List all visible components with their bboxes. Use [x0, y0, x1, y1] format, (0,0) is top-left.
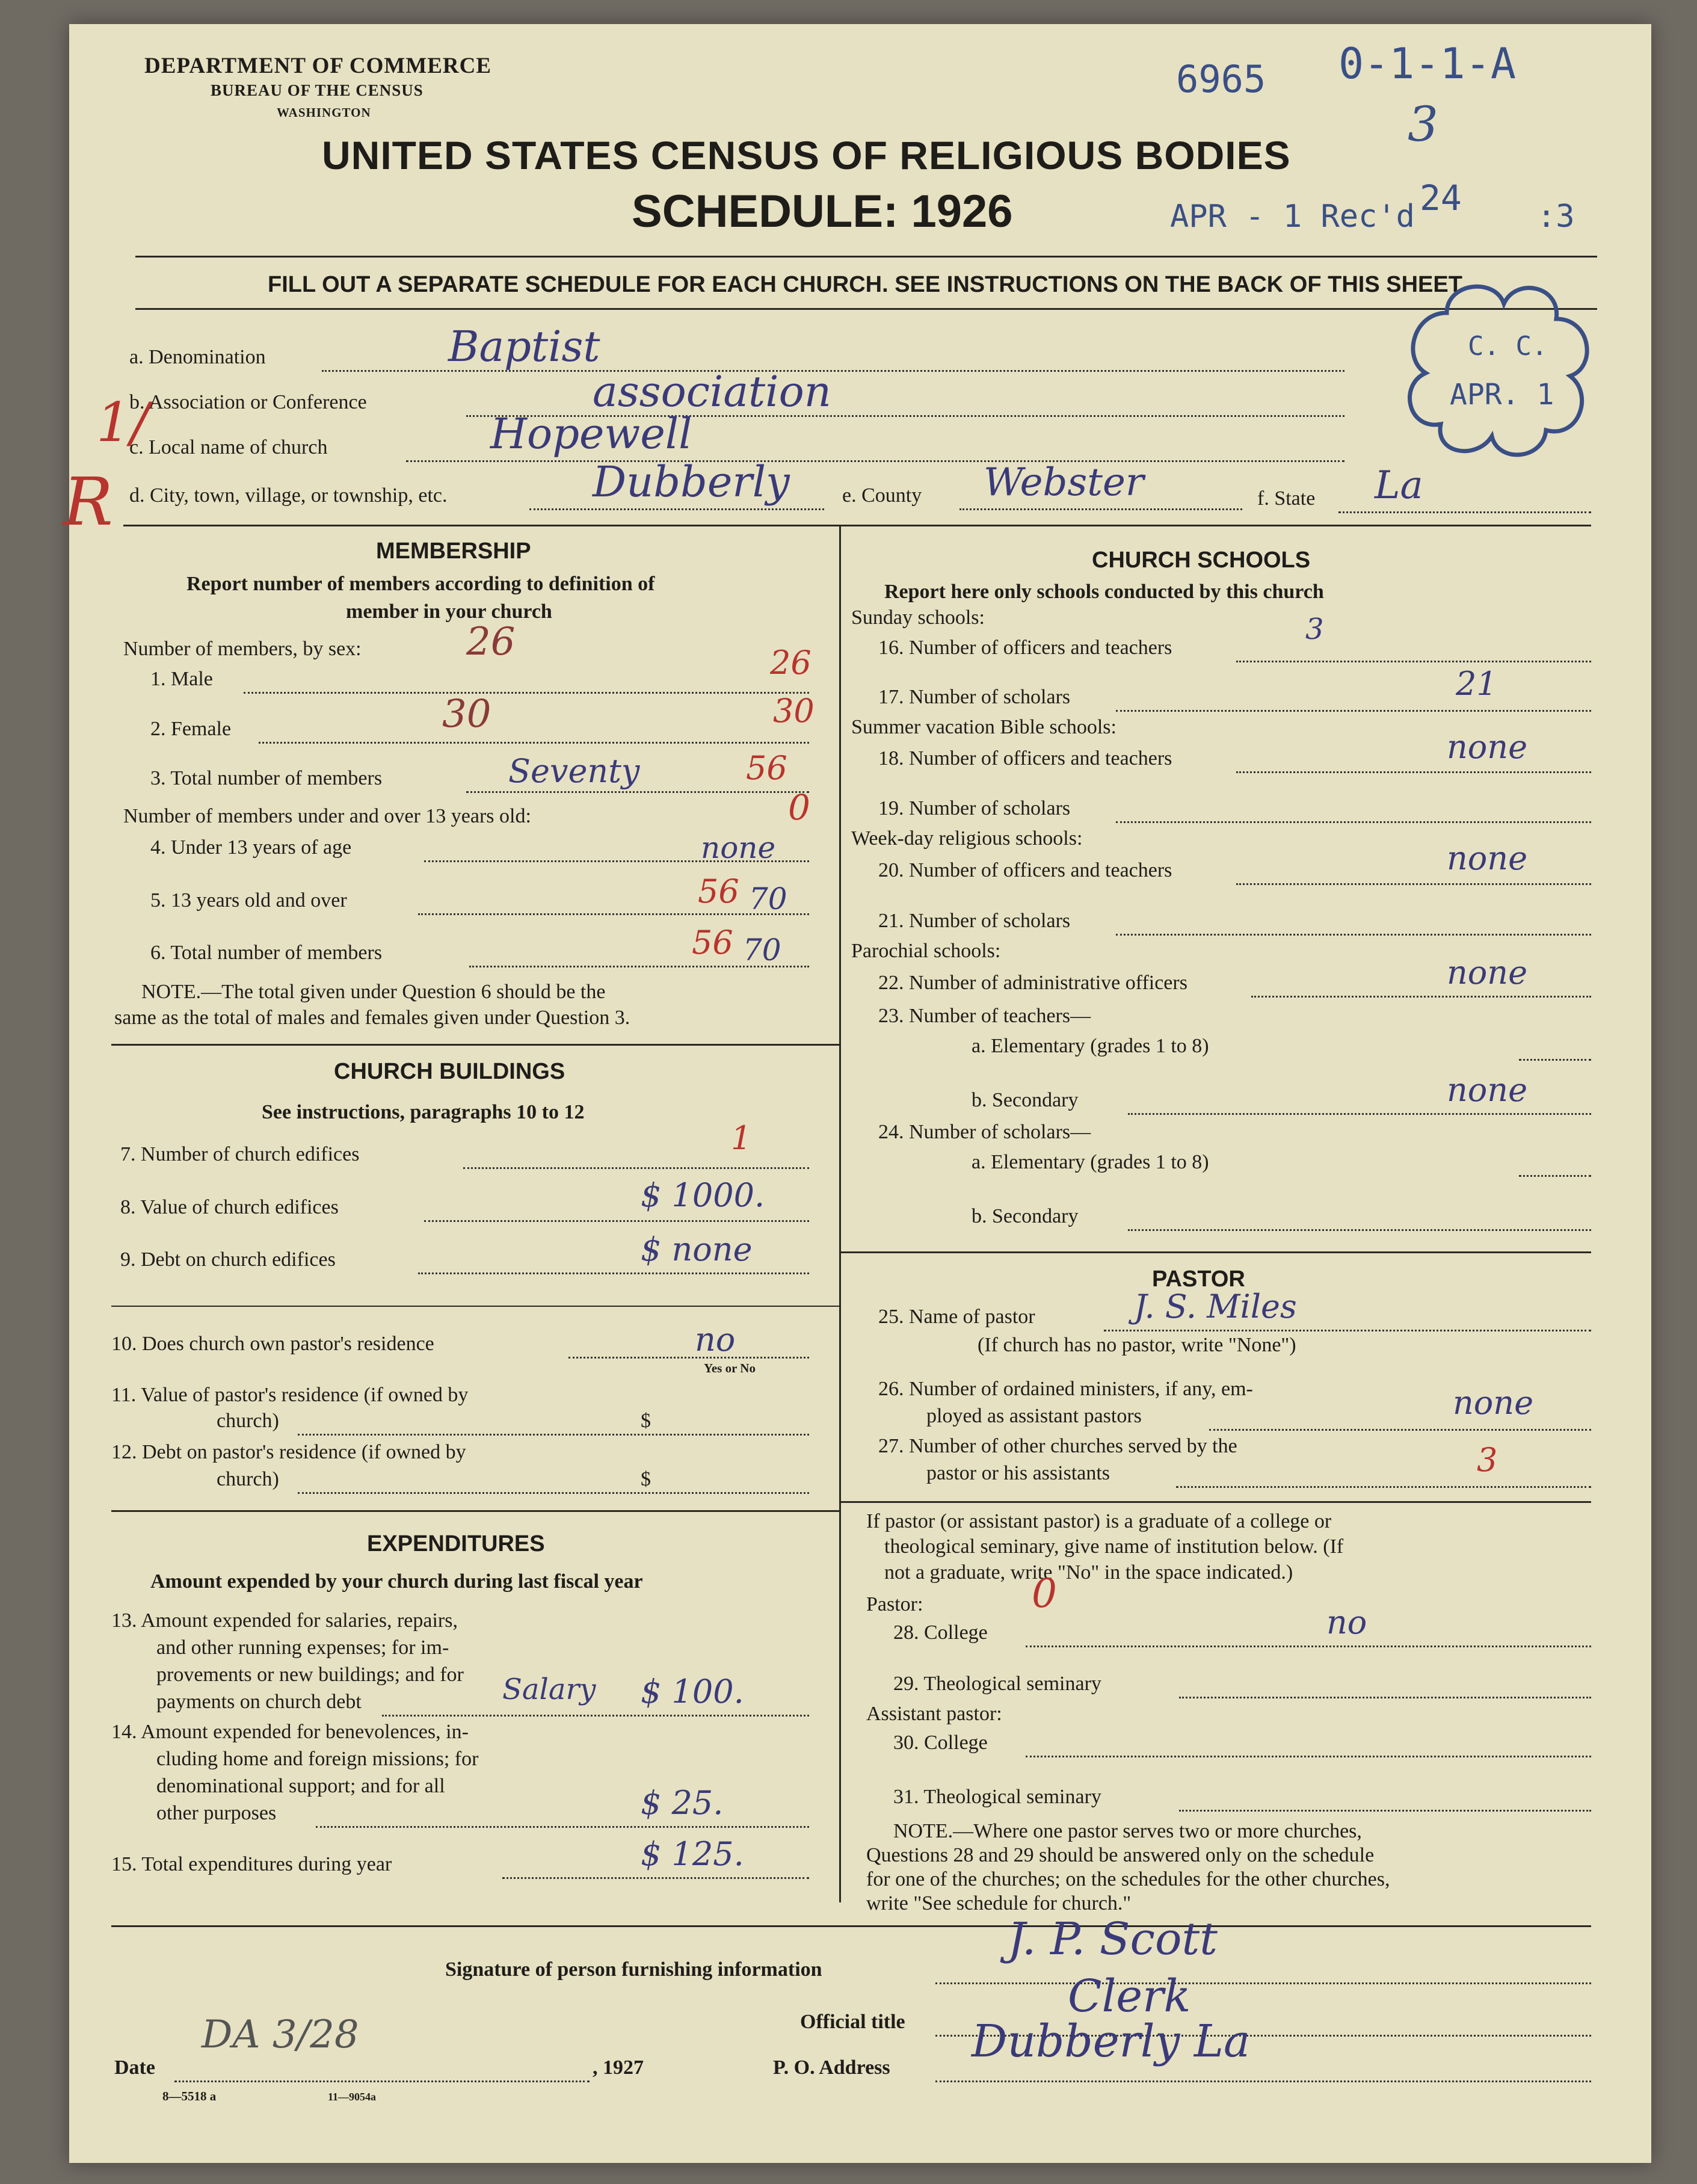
buildings-sub: See instructions, paragraphs 10 to 12: [262, 1101, 585, 1123]
pastor-note4: write "See schedule for church.": [866, 1892, 1132, 1914]
assistant-college-label: 30. College: [893, 1732, 988, 1754]
sunday-teachers-label: 16. Number of officers and teachers: [878, 637, 1172, 659]
benevolences-l2: cluding home and foreign missions; for: [156, 1748, 479, 1770]
admin-officers-label: 22. Number of administrative officers: [878, 972, 1187, 994]
over-13-hand: 70: [749, 881, 787, 916]
schools-heading: CHURCH SCHOOLS: [1092, 548, 1311, 573]
under-13-red: 0: [788, 787, 810, 828]
benevolences-l1: 14. Amount expended for benevolences, in-: [111, 1721, 469, 1743]
margin-mark-r: R: [63, 463, 113, 540]
sunday-scholars-value: 21: [1456, 665, 1497, 703]
other-churches-value: 3: [1477, 1441, 1498, 1479]
female-hand-value: 30: [442, 692, 491, 736]
schedule-title: SCHEDULE: 1926: [632, 186, 1013, 237]
total-members-hand: Seventy: [508, 752, 640, 790]
edifices-value-label: 8. Value of church edifices: [120, 1196, 339, 1218]
by-age-label: Number of members under and over 13 years old:: [123, 805, 531, 827]
weekday-teachers-label: 20. Number of officers and teachers: [878, 859, 1172, 881]
date-year: , 1927: [593, 2056, 644, 2079]
total-age-hand: 70: [743, 933, 781, 967]
state-value: La: [1375, 463, 1423, 508]
city-field-value: Dubberly: [593, 457, 790, 507]
teachers-secondary-value: none: [1447, 1071, 1528, 1109]
bureau-label: BUREAU OF THE CENSUS: [211, 81, 423, 99]
graduate-note3: not a graduate, write "No" in the space indicated.): [884, 1561, 1293, 1584]
sunday-scholars-label: 17. Number of scholars: [878, 686, 1071, 708]
residence-value-dollar: $: [641, 1410, 651, 1432]
date-label: Date: [114, 2056, 155, 2079]
summer-scholars-label: 19. Number of scholars: [878, 797, 1071, 819]
sunday-teachers-value: 3: [1305, 612, 1324, 646]
assistant-ministers-l1: 26. Number of ordained ministers, if any, em-: [878, 1378, 1253, 1400]
official-title-label: Official title: [800, 2011, 905, 2033]
pastor-name-note: (If church has no pastor, write "None"): [978, 1334, 1296, 1356]
female-label: 2. Female: [150, 718, 232, 740]
running-expenses-note: Salary: [502, 1673, 596, 1706]
margin-mark-1: 1/: [96, 391, 149, 454]
benevolences-l3: denominational support; and for all: [156, 1775, 445, 1797]
denomination-value: Baptist: [448, 322, 600, 371]
benevolences-l4: other purposes: [156, 1802, 277, 1824]
total-members-red: 56: [746, 749, 787, 787]
female-red-value: 30: [773, 692, 815, 730]
city-field-label: d. City, town, village, or township, etc.: [129, 484, 448, 507]
summer-schools-label: Summer vacation Bible schools:: [851, 716, 1116, 738]
residence-debt-label2: church): [217, 1468, 279, 1490]
over-13-label: 5. 13 years old and over: [150, 889, 347, 912]
residence-debt-label1: 12. Debt on pastor's residence (if owned by: [111, 1441, 466, 1463]
signature-label: Signature of person furnishing information: [445, 1958, 822, 1981]
buildings-heading: CHURCH BUILDINGS: [334, 1059, 565, 1084]
edifices-count-label: 7. Number of church edifices: [120, 1143, 360, 1165]
membership-sub1: Report number of members according to definition of: [186, 573, 655, 595]
received-number: 24: [1420, 177, 1462, 218]
pastor-residence-value: no: [695, 1321, 736, 1359]
pastor-residence-label: 10. Does church own pastor's residence: [111, 1333, 434, 1355]
schools-sub: Report here only schools conducted by this church: [884, 581, 1324, 603]
sunday-schools-label: Sunday schools:: [851, 606, 985, 629]
classification-code: 0-1-1-A: [1338, 39, 1517, 88]
yes-no-hint: Yes or No: [704, 1361, 756, 1375]
total-members-label: 3. Total number of members: [150, 767, 383, 789]
membership-note1: NOTE.—The total given under Question 6 should be the: [141, 981, 606, 1003]
residence-debt-dollar: $: [641, 1468, 651, 1490]
edifices-debt-value: $ none: [641, 1230, 753, 1268]
assistant-ministers-l2: ployed as assistant pastors: [926, 1405, 1142, 1427]
assistant-pastor-label: Assistant pastor:: [866, 1703, 1002, 1725]
graduate-note1: If pastor (or assistant pastor) is a graduate of a college or: [866, 1510, 1332, 1532]
classification-sub: 3: [1408, 96, 1438, 152]
census-schedule-sheet: [63, 24, 1651, 2163]
pastor-zero-mark: 0: [1032, 1570, 1057, 1617]
document-number-stamp: 6965: [1176, 57, 1266, 101]
other-churches-l1: 27. Number of other churches served by the: [878, 1435, 1237, 1457]
official-title-value: Clerk: [1068, 1970, 1191, 2022]
department-label: DEPARTMENT OF COMMERCE: [144, 54, 492, 78]
teachers-secondary-label: b. Secondary: [972, 1089, 1079, 1111]
scholars-label: 24. Number of scholars—: [878, 1121, 1091, 1143]
assistant-ministers-value: none: [1453, 1384, 1534, 1422]
scholars-elementary-label: a. Elementary (grades 1 to 8): [972, 1151, 1209, 1173]
male-label: 1. Male: [150, 668, 213, 690]
pastor-heading: PASTOR: [1152, 1266, 1245, 1292]
under-13-label: 4. Under 13 years of age: [150, 836, 352, 859]
po-address-value: Dubberly La: [972, 2016, 1251, 2067]
weekday-teachers-value: none: [1447, 839, 1528, 877]
denomination-label: a. Denomination: [129, 346, 266, 368]
pastor-note2: Questions 28 and 29 should be answered only on the schedule: [866, 1844, 1375, 1866]
expenditures-heading: EXPENDITURES: [367, 1531, 545, 1556]
total-expenditures-value: $ 125.: [641, 1835, 744, 1873]
cc-stamp-badge: [1399, 277, 1597, 463]
assistant-seminary-label: 31. Theological seminary: [893, 1786, 1101, 1808]
instruction-banner: FILL OUT A SEPARATE SCHEDULE FOR EACH CHURCH. SEE INSTRUCTIONS ON THE BACK OF THIS SHEET: [268, 272, 1462, 297]
pastor-seminary-label: 29. Theological seminary: [893, 1673, 1101, 1695]
county-label: e. County: [842, 484, 922, 507]
male-red-value: 26: [770, 644, 812, 682]
edifices-debt-label: 9. Debt on church edifices: [120, 1248, 336, 1271]
total-age-red: 56: [692, 924, 733, 961]
benevolences-value: $ 25.: [641, 1784, 724, 1822]
male-hand-value: 26: [466, 620, 516, 664]
local-name-value: Hopewell: [490, 409, 692, 458]
teachers-label: 23. Number of teachers—: [878, 1005, 1091, 1027]
received-stamp: APR - 1 Rec'd: [1170, 199, 1415, 235]
city-label: WASHINGTON: [277, 105, 371, 120]
association-label: b. Association or Conference: [129, 391, 367, 413]
print-number: 11—9054a: [328, 2091, 377, 2103]
summer-teachers-value: none: [1447, 728, 1528, 766]
total-age-label: 6. Total number of members: [150, 942, 383, 964]
received-end: :3: [1537, 199, 1575, 235]
residence-value-label1: 11. Value of pastor's residence (if owned by: [111, 1384, 469, 1406]
running-expenses-l1: 13. Amount expended for salaries, repairs,: [111, 1609, 458, 1632]
signature-value: J. P. Scott: [1008, 1913, 1218, 1965]
running-expenses-l3: provements or new buildings; and for: [156, 1664, 464, 1686]
pastor-note1: NOTE.—Where one pastor serves two or more churches,: [893, 1820, 1362, 1842]
membership-heading: MEMBERSHIP: [376, 538, 531, 564]
edifices-count-value: 1: [731, 1119, 752, 1157]
pastor-name-value: J. S. Miles: [1134, 1288, 1297, 1325]
running-expenses-value: $ 100.: [641, 1673, 744, 1710]
form-title: UNITED STATES CENSUS OF RELIGIOUS BODIES: [322, 133, 1291, 177]
edifices-value: $ 1000.: [641, 1176, 765, 1214]
cc-stamp-top: C. C.: [1468, 331, 1548, 362]
running-expenses-l4: payments on church debt: [156, 1691, 362, 1713]
pastor-name-label: 25. Name of pastor: [878, 1306, 1035, 1328]
total-expenditures-label: 15. Total expenditures during year: [111, 1853, 392, 1875]
under-13-hand: none: [701, 830, 776, 865]
by-sex-label: Number of members, by sex:: [123, 638, 362, 660]
running-expenses-l2: and other running expenses; for im-: [156, 1636, 449, 1659]
cc-stamp-date: APR. 1: [1450, 378, 1554, 412]
membership-note2: same as the total of males and females given under Question 3.: [114, 1007, 630, 1029]
form-number: 8—5518 a: [162, 2089, 217, 2103]
graduate-note2: theological seminary, give name of institution below. (If: [884, 1535, 1344, 1558]
association-value: association: [593, 367, 831, 416]
po-address-label: P. O. Address: [773, 2056, 890, 2079]
teachers-elementary-label: a. Elementary (grades 1 to 8): [972, 1035, 1209, 1057]
admin-officers-value: none: [1447, 954, 1528, 992]
summer-teachers-label: 18. Number of officers and teachers: [878, 747, 1172, 770]
state-label: f. State: [1257, 487, 1316, 510]
pastor-college-value: no: [1326, 1603, 1367, 1641]
local-name-label: c. Local name of church: [129, 436, 328, 458]
pastor-college-label: 28. College: [893, 1621, 988, 1644]
residence-value-label2: church): [217, 1410, 279, 1432]
scholars-secondary-label: b. Secondary: [972, 1205, 1079, 1227]
over-13-red: 56: [698, 872, 739, 910]
weekday-scholars-label: 21. Number of scholars: [878, 910, 1071, 932]
membership-sub2: member in your church: [346, 600, 552, 623]
pastor-note3: for one of the churches; on the schedules for the other churches,: [866, 1868, 1390, 1890]
parochial-schools-label: Parochial schools:: [851, 940, 1001, 962]
expenditures-sub: Amount expended by your church during last fiscal year: [150, 1570, 643, 1593]
weekday-schools-label: Week-day religious schools:: [851, 827, 1083, 850]
other-churches-l2: pastor or his assistants: [926, 1462, 1110, 1484]
county-value: Webster: [984, 460, 1144, 505]
pastor-sub-label: Pastor:: [866, 1593, 923, 1615]
date-value: DA 3/28: [202, 2013, 359, 2057]
